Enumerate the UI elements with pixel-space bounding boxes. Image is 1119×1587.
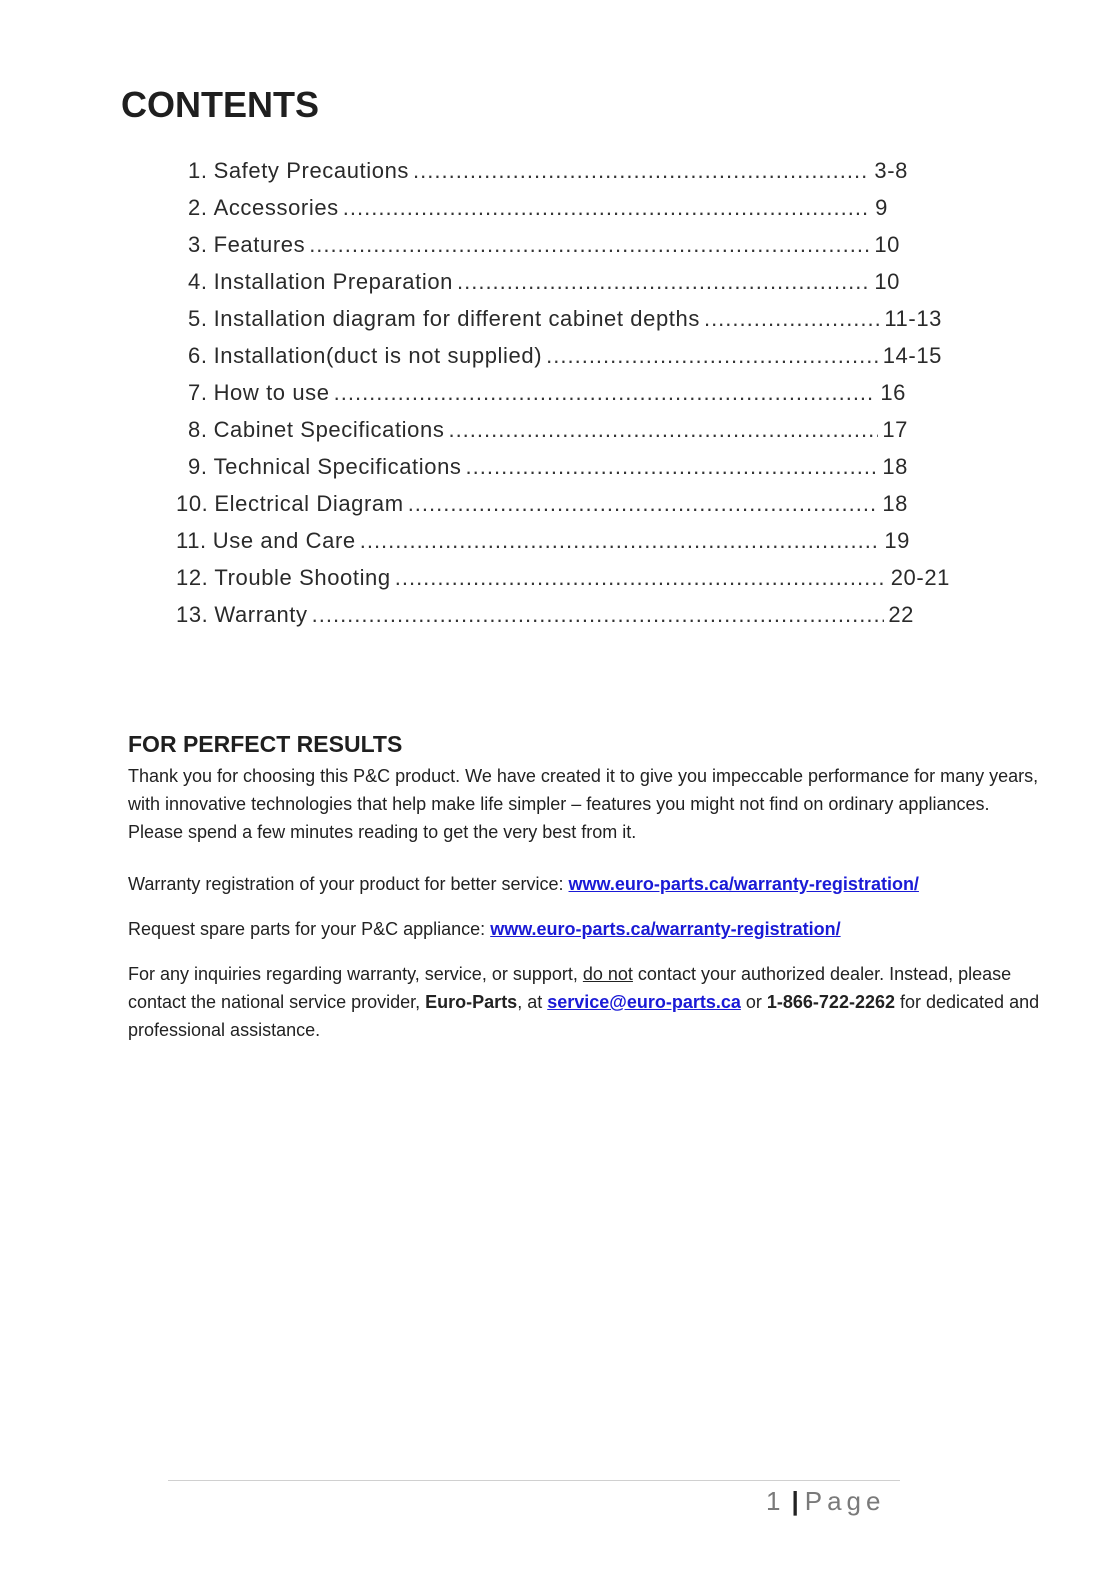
service-phone: 1-866-722-2262 <box>766 992 895 1012</box>
intro-paragraph: Thank you for choosing this P&C product. We have created it to give you impeccable performance for many years, with innovative technologies that help make life simpler – features you might not find on ordinary appliances. Please spend a few minutes reading to get the very best from it. <box>128 766 1039 842</box>
toc-number: 9. <box>188 454 208 479</box>
toc-number: 4. <box>188 269 208 294</box>
toc-entry[interactable] <box>176 491 908 521</box>
contents-heading: CONTENTS <box>121 84 319 125</box>
toc-label: Installation Preparation <box>213 269 453 294</box>
toc-entry[interactable] <box>176 528 910 558</box>
spare-parts-text: Request spare parts for your P&C appliance: <box>128 919 491 939</box>
toc-leader-dots <box>395 565 887 591</box>
toc-entry[interactable] <box>188 232 900 262</box>
inquiry-text-3: , at <box>517 992 548 1012</box>
toc-entry[interactable] <box>188 306 942 336</box>
toc-page: 18 <box>882 454 908 479</box>
toc-label: How to use <box>213 380 330 405</box>
page-word: Page <box>804 1486 886 1516</box>
toc-number: 5. <box>188 306 208 331</box>
inquiry-text-5: for dedicated and professional assistance. <box>128 992 1040 1040</box>
page-number: 1 <box>766 1486 786 1516</box>
toc-page: 14-15 <box>882 343 942 368</box>
toc-page: 16 <box>880 380 906 405</box>
toc-page: 20-21 <box>890 565 950 590</box>
toc-leader-dots <box>413 158 870 184</box>
toc-number: 12. <box>176 565 209 590</box>
toc-label: Installation(duct is not supplied) <box>213 343 543 368</box>
toc-leader-dots <box>546 343 879 369</box>
inquiries-paragraph <box>128 960 1048 1044</box>
spare-parts-link[interactable]: www.euro-parts.ca/warranty-registration/ <box>490 919 841 939</box>
inquiry-text-2: contact your authorized dealer. Instead, please contact the national service provider, <box>128 964 1012 1012</box>
toc-number: 6. <box>188 343 208 368</box>
toc-entry[interactable] <box>188 380 906 410</box>
footer-divider <box>168 1480 900 1481</box>
toc-page: 9 <box>875 195 888 220</box>
toc-leader-dots <box>457 269 870 295</box>
spare-parts-paragraph <box>128 915 1048 943</box>
toc-leader-dots <box>448 417 878 443</box>
toc-label: Cabinet Specifications <box>213 417 445 442</box>
inquiry-text-4: or <box>740 992 767 1012</box>
toc-number: 1. <box>188 158 208 183</box>
toc-label: Features <box>213 232 306 257</box>
toc-label: Installation diagram for different cabinet depths <box>213 306 700 331</box>
toc-entry[interactable] <box>188 158 908 188</box>
toc-leader-dots <box>309 232 870 258</box>
toc-leader-dots <box>312 602 885 628</box>
do-not-text: do not <box>582 964 633 984</box>
toc-leader-dots <box>466 454 879 480</box>
toc-entry[interactable] <box>176 565 950 595</box>
toc-label: Electrical Diagram <box>214 491 404 516</box>
toc-page: 3-8 <box>874 158 908 183</box>
toc-label: Trouble Shooting <box>214 565 391 590</box>
toc-page: 17 <box>882 417 908 442</box>
toc-page: 22 <box>888 602 914 627</box>
toc-entry[interactable] <box>188 269 900 299</box>
toc-page: 19 <box>884 528 910 553</box>
inquiry-text-1: For any inquiries regarding warranty, service, or support, <box>128 964 583 984</box>
toc-number: 8. <box>188 417 208 442</box>
toc-label: Accessories <box>213 195 339 220</box>
provider-name: Euro-Parts <box>425 992 518 1012</box>
toc-entry[interactable] <box>176 602 914 632</box>
toc-entry[interactable] <box>188 417 908 447</box>
toc-leader-dots <box>408 491 879 517</box>
toc-entry[interactable] <box>188 195 888 225</box>
toc-number: 3. <box>188 232 208 257</box>
toc-page: 18 <box>882 491 908 516</box>
toc-page: 10 <box>874 232 900 257</box>
toc-page: 11-13 <box>884 306 942 331</box>
toc-number: 11. <box>176 528 207 553</box>
toc-number: 2. <box>188 195 208 220</box>
toc-number: 7. <box>188 380 208 405</box>
warranty-registration-paragraph <box>128 870 1048 898</box>
warranty-registration-link[interactable]: www.euro-parts.ca/warranty-registration/ <box>568 874 919 894</box>
toc-label: Warranty <box>214 602 308 627</box>
toc-page: 10 <box>874 269 900 294</box>
service-email-link[interactable]: service@euro-parts.ca <box>547 992 741 1012</box>
toc-label: Use and Care <box>212 528 356 553</box>
toc-label: Technical Specifications <box>213 454 462 479</box>
toc-number: 10. <box>176 491 209 516</box>
page-footer <box>766 1486 885 1517</box>
toc-leader-dots <box>360 528 881 554</box>
toc-entry[interactable] <box>188 454 908 484</box>
warranty-text: Warranty registration of your product for better service: <box>128 874 569 894</box>
footer-separator: | <box>791 1486 799 1516</box>
toc-label: Safety Precautions <box>213 158 410 183</box>
toc-leader-dots <box>334 380 877 406</box>
toc-leader-dots <box>704 306 880 332</box>
toc-leader-dots <box>343 195 871 221</box>
toc-number: 13. <box>176 602 209 627</box>
perfect-results-heading: FOR PERFECT RESULTS <box>128 731 403 757</box>
toc-entry[interactable] <box>188 343 942 373</box>
